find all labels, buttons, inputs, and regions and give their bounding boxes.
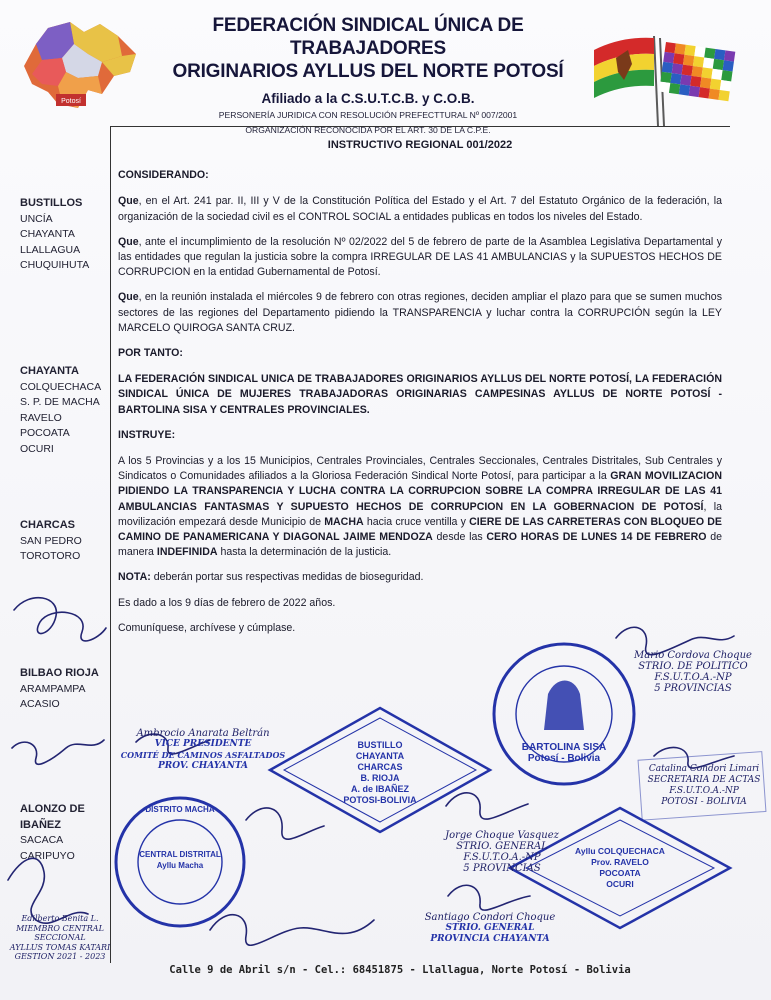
stamp-line: POTOSI-BOLIVIA xyxy=(343,795,417,805)
bartolina-stamp-text xyxy=(514,742,614,764)
stamp-line: CHAYANTA xyxy=(355,751,405,761)
bustillo-stamp-text xyxy=(330,740,430,806)
signer-role: STRIO. DE POLITICO xyxy=(638,661,748,672)
signer-org-place: PROV. CHAYANTA xyxy=(157,761,249,771)
signer-org: PROVINCIA CHAYANTA xyxy=(430,934,550,944)
municipality: COLQUECHACA xyxy=(20,380,102,393)
paragraph-text: de manera xyxy=(118,531,722,559)
footer-address: Calle 9 de Abril s/n - Cel.: 68451875 - Llallagua, Norte Potosí - Bolivia xyxy=(169,964,631,976)
note-text: deberán portar sus respectivas medidas de bioseguridad. xyxy=(150,571,424,584)
signer-org-place: 5 PROVINCIAS xyxy=(654,683,732,694)
por-tanto-paragraph: LA FEDERACIÓN SINDICAL UNICA DE TRABAJADORES ORIGINARIOS AYLLUS DEL NORTE POTOSÍ, LA FEDERACIÓN SINDICAL ÚNICA DE MUJERES TRABAJADORAS ORIGINARIAS CAMPESINAS AYLLUS DE NORTE POTOSÍ - BARTOLINA SISA Y CENTRALES PROVINCIALES. xyxy=(118,373,722,416)
que-lead: Que xyxy=(118,195,139,208)
province-group xyxy=(20,364,112,457)
paragraph-text: hasta la determinación de la justicia. xyxy=(217,546,392,559)
letterhead xyxy=(150,14,586,136)
paragraph-text: hacia cruce ventilla y xyxy=(363,515,470,528)
general-secretary-signature-block xyxy=(432,830,572,874)
political-secretary-signature-block xyxy=(618,650,768,694)
province-group xyxy=(20,196,112,274)
municipality: SAN PEDRO xyxy=(20,534,82,547)
municipality: S. P. DE MACHA xyxy=(20,396,100,408)
document-title: INSTRUCTIVO REGIONAL 001/2022 xyxy=(327,139,513,151)
stamp-line: OCURI xyxy=(606,879,634,889)
bold-text: MACHA xyxy=(324,515,364,528)
stamp-line: Potosí - Bolivia xyxy=(527,753,601,764)
signer-name: Santiago Condori Choque xyxy=(424,912,556,923)
considerando-paragraph-2 xyxy=(118,235,722,281)
colquechaca-stamp-text xyxy=(570,846,670,890)
bold-text: CERO HORAS DE LUNES 14 DE FEBRERO xyxy=(486,531,707,544)
paragraph-text: desde las xyxy=(432,531,487,544)
vice-president-signature-block xyxy=(108,728,298,772)
stamp-line: POCOATA xyxy=(599,868,641,878)
province-name: BILBAO RIOJA xyxy=(20,667,99,679)
paragraph-text: , ante el incumplimiento de la resolución Nº 02/2022 del 5 de febrero de parte de la Asamblea Legislativa Departamental y las entidades que regulan la justicia sobre la compra IRREGULAR DE LAS 41 AMBULANCIAS y la SUPUESTOS HECHOS DE CORRUPCION en la entidad Gubernamental de Potosí. xyxy=(118,235,722,279)
signer-org-place: 5 PROVINCIAS xyxy=(463,863,541,874)
province-name: ALONZO DE IBAÑEZ xyxy=(20,803,85,831)
document-body xyxy=(118,138,722,636)
signature-scribble xyxy=(14,598,106,641)
stamp-line: CENTRAL DISTRITAL xyxy=(139,850,221,859)
signer-name: Catalina Condori Limari xyxy=(648,764,760,774)
signer-term: GESTION 2021 - 2023 xyxy=(14,952,106,961)
considerando-paragraph-3 xyxy=(118,290,722,336)
note-label: NOTA: xyxy=(118,571,151,584)
paragraph-text: , en la reunión instalada el miércoles 9 de febrero con otras regiones, deciden ampliar el plazo para que se sumen muchos sectores de las regiones del Departamento pidiendo la TRANSPARENCIA y luchar contra la CORRUPCIÓN según la LEY MARCELO QUIROGA SANTA CRUZ. xyxy=(118,291,722,334)
municipality: SACACA xyxy=(20,834,64,846)
bold-text: CIERE DE LAS CARRETERAS CON BLOQUEO DE CAMINO DE PANAMERICANA Y DIAGONAL JAIME MENDOZA xyxy=(118,515,722,544)
considerando-heading: CONSIDERANDO: xyxy=(118,169,209,182)
bolivian-flag-icon xyxy=(594,36,658,126)
stamp-line: Ayllu Macha xyxy=(156,861,204,870)
que-lead: Que xyxy=(118,235,139,248)
stamp-ring-text: DISTRITO MACHA xyxy=(145,805,215,814)
municipality: UNCÍA xyxy=(20,212,53,225)
signer-org: AYLLUS TOMAS KATARI xyxy=(9,942,111,952)
province-group xyxy=(20,802,112,864)
municipality: RAVELO xyxy=(20,411,62,424)
province-group xyxy=(20,666,112,713)
province-group xyxy=(20,518,112,565)
signer-name: Mario Cordova Choque xyxy=(634,650,752,661)
stamp-line: B. RIOJA xyxy=(360,773,400,783)
signer-role: MIEMBRO CENTRAL SECCIONAL xyxy=(16,923,104,942)
municipality: LLALLAGUA xyxy=(20,243,81,256)
legal-status-line1: PERSONERÍA JURIDICA CON RESOLUCIÓN PREFECTTURAL Nº 007/2001 xyxy=(218,110,518,120)
flags-emblem xyxy=(588,28,748,128)
signer-role: SECRETARIA DE ACTAS xyxy=(647,775,761,785)
stamp-line: Prov. RAVELO xyxy=(591,857,649,867)
stamp-line: BUSTILLO xyxy=(357,740,403,750)
wiphala-flag-icon xyxy=(659,38,735,126)
signer-org: F.S.U.T.O.A.-NP xyxy=(463,852,541,863)
map-label: Potosí xyxy=(61,98,81,105)
signer-org: F.S.U.T.O.A.-NP xyxy=(654,672,732,683)
province-name: CHARCAS xyxy=(20,519,75,531)
closing-formula: Comuníquese, archívese y cúmplase. xyxy=(118,621,296,634)
bioseguridad-note xyxy=(118,570,722,585)
north-potosi-map-logo xyxy=(18,14,140,116)
stamp-line: BARTOLINA SISA xyxy=(521,742,607,753)
signer-role: VICE PRESIDENTE xyxy=(154,739,252,749)
signer-name: Edilberto Benita L. xyxy=(21,914,99,923)
stamp-line: Ayllu COLQUECHACA xyxy=(575,846,665,856)
municipality: ARAMPAMPA xyxy=(20,682,86,695)
paragraph-text: , en el Art. 241 par. II, III y V de la Constitución Política del Estado y el Art. 7 del Estatuto Orgánico de la federación, la organización de la sociedad civil es el CONTROL SOCIAL a entidades publicas en todos los niveles del Estado. xyxy=(118,195,722,223)
affiliation: Afiliado a la C.S.U.T.C.B. y C.O.B. xyxy=(261,91,475,106)
municipality: ACASIO xyxy=(20,698,60,710)
actas-secretary-signature-block xyxy=(638,764,770,808)
municipality: CHUQUIHUTA xyxy=(20,259,90,271)
municipality: TOROTORO xyxy=(20,550,81,562)
signer-role: STRIO. GENERAL xyxy=(445,923,535,933)
chayanta-general-secretary-block xyxy=(410,912,570,945)
por-tanto-heading: POR TANTO: xyxy=(118,347,183,360)
province-name: BUSTILLOS xyxy=(20,197,83,209)
sectional-member-signature-block xyxy=(4,914,116,962)
municipality: CHAYANTA xyxy=(20,228,75,240)
municipality: OCURI xyxy=(20,442,54,455)
signer-name: Jorge Choque Vasquez xyxy=(445,830,559,841)
paragraph-text: , la movilización empezará desde Municipio de xyxy=(118,500,722,528)
paragraph-text: A los 5 Provincias y a los 15 Municipios, Centrales Provinciales, Centrales Seccionales, Centrales Distritales, Sub Centrales y Sindicatos o Comunidades afiliados a la Gloriosa Federación Sindical Norte Potosí, para participar a la xyxy=(118,455,722,483)
signer-name: Ambrocio Anarata Beltrán xyxy=(136,728,270,739)
stamp-line: CHARCAS xyxy=(357,762,403,772)
bold-text: GRAN MOVILIZACION PIDIENDO LA TRANSPARENCIA Y LUCHA CONTRA LA CORRUPCION SOBRE LA COMPRA IRREGULAR DE LAS 41 AMBULANCIAS FANTASMAS Y SUPUESTO HECHOS DE CORRUPCION EN LA GOBERNACION DE POTOSÍ xyxy=(118,470,722,513)
signer-org: COMITÉ DE CAMINOS ASFALTADOS xyxy=(120,750,286,760)
considerando-paragraph-1 xyxy=(118,194,722,224)
province-name: CHAYANTA xyxy=(20,365,79,377)
stamp-line: A. de IBAÑEZ xyxy=(350,784,409,794)
signer-org-place: POTOSI - BOLIVIA xyxy=(661,797,747,807)
federation-name-line1: FEDERACIÓN SINDICAL ÚNICA DE TRABAJADORES xyxy=(212,15,524,59)
que-lead: Que xyxy=(118,291,139,304)
signer-role: STRIO. GENERAL xyxy=(456,841,548,852)
distrito-macha-stamp-text xyxy=(136,804,224,871)
signer-org: F.S.U.T.O.A.-NP xyxy=(669,786,739,796)
instruye-paragraph xyxy=(118,454,722,560)
federation-name-line2: ORIGINARIOS AYLLUS DEL NORTE POTOSÍ xyxy=(172,61,564,82)
instruye-heading: INSTRUYE: xyxy=(118,428,176,441)
signature-scribble xyxy=(12,740,104,764)
date-line: Es dado a los 9 días de febrero de 2022 años. xyxy=(118,596,336,609)
bold-text: INDEFINIDA xyxy=(156,546,218,559)
legal-status-line2: ORGANIZACIÓN RECONOCIDA POR EL ART. 30 DE LA C.P.E. xyxy=(245,125,491,135)
municipality: CARIPUYO xyxy=(20,849,75,862)
municipality: POCOATA xyxy=(20,427,70,439)
